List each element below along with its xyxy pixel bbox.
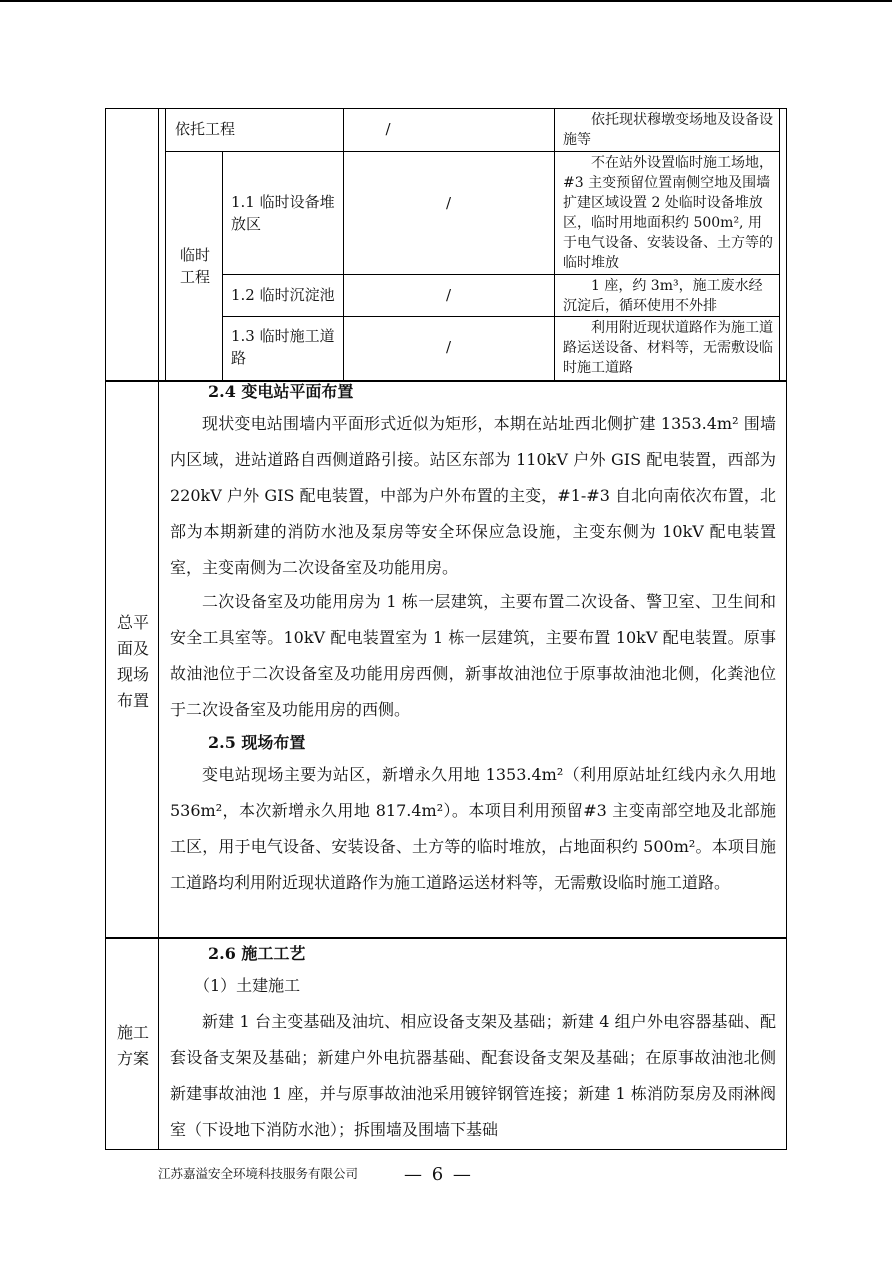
row-divider bbox=[105, 937, 787, 939]
col-divider bbox=[779, 108, 780, 380]
construction-section-label: 施工方案 bbox=[116, 1023, 149, 1068]
row-value-yituo: / bbox=[385, 120, 391, 138]
row-name-yituo: 依托工程 bbox=[175, 120, 236, 138]
row-name-linshi-2: 1.2 临时沉淀池 bbox=[231, 286, 335, 304]
col-divider bbox=[554, 108, 555, 380]
row-remark-yituo: 依托现状穆墩变场地及设备设施等 bbox=[563, 112, 773, 148]
paragraph-2-4-2: 二次设备室及功能用房为 1 栋一层建筑，主要布置二次设备、警卫室、卫生间和安全工具室等。10kV 配电装置室为 1 栋一层建筑，主要布置 10kV 配电装置。原事故油池位于二次设备室及功能用房西侧，新事故油池位于原事故油池北侧，化粪池位于二次设备室及功能用房的西侧。 bbox=[170, 592, 776, 719]
row-name-linshi-3: 1.3 临时施工道路 bbox=[231, 327, 335, 367]
row-name-linshi-1: 1.1 临时设备堆放区 bbox=[231, 193, 335, 233]
col-divider bbox=[158, 108, 159, 1150]
footer-company: 江苏嘉溢安全环境科技服务有限公司 bbox=[158, 1166, 359, 1181]
row-value-linshi-3: / bbox=[445, 338, 452, 356]
row-remark-linshi-2: 1 座，约 3m³，施工废水经沉淀后，循环使用不外排 bbox=[563, 278, 763, 314]
row-value-linshi-2: / bbox=[445, 286, 452, 304]
page-number: — 6 — bbox=[404, 1164, 473, 1185]
row-divider bbox=[222, 274, 779, 275]
heading-2-5: 2.5 现场布置 bbox=[208, 733, 306, 752]
linshi-label: 临时 工程 bbox=[179, 246, 210, 286]
row-remark-linshi-1: 不在站外设置临时施工场地，#3 主变预留位置南侧空地及围墙扩建区域设置 2 处临时设备堆放区，临时用地面积约 500m², 用于电气设备、安装设备、土方等的临时堆放 bbox=[563, 155, 773, 271]
heading-2-4: 2.4 变电站平面布置 bbox=[208, 382, 354, 401]
paragraph-2-5-1: 变电站现场主要为站区，新增永久用地 1353.4m²（利用原站址红线内永久用地 536m²，本次新增永久用地 817.4m²）。本项目利用预留#3 主变南部空地及北部施工区，用于电气设备、安装设备、土方等的临时堆放，占地面积约 500m²。本项目施工道路均利用附近现状道路作为施工道路运送材料等，无需敷设临时施工道路。 bbox=[170, 765, 776, 892]
layout-section-label: 总平面及现场布置 bbox=[116, 613, 149, 710]
col-divider bbox=[222, 151, 223, 380]
top-border bbox=[0, 0, 892, 2]
paragraph-2-6-1: 新建 1 台主变基础及油坑、相应设备支架及基础；新建 4 组户外电容器基础、配套设备支架及基础；新建户外电抗器基础、配套设备支架及基础；在原事故油池北侧新建事故油池 1 座，并与原事故油池采用镀锌钢管连接；新建 1 栋消防泵房及雨淋阀室（下设地下消防水池）；拆围墙及围墙下基础 bbox=[170, 1012, 776, 1139]
row-divider bbox=[165, 151, 779, 152]
sub-heading-civil: （1）土建施工 bbox=[194, 976, 301, 995]
heading-2-6: 2.6 施工工艺 bbox=[208, 944, 306, 963]
row-divider bbox=[222, 316, 779, 317]
col-divider bbox=[165, 108, 166, 380]
row-value-linshi-1: / bbox=[445, 194, 452, 212]
row-remark-linshi-3: 利用附近现状道路作为施工道路运送设备、材料等，无需敷设临时施工道路 bbox=[563, 320, 773, 376]
paragraph-2-4-1: 现状变电站围墙内平面形式近似为矩形，本期在站址西北侧扩建 1353.4m² 围墙内区域，进站道路自西侧道路引接。站区东部为 110kV 户外 GIS 配电装置，西部为 220kV 户外 GIS 配电装置，中部为户外布置的主变，#1-#3 自北向南依次布置，北部为本期新建的消防水池及泵房等安全环保应急设施，主变东侧为 10kV 配电装置室，主变南侧为二次设备室及功能用房。 bbox=[170, 414, 776, 577]
